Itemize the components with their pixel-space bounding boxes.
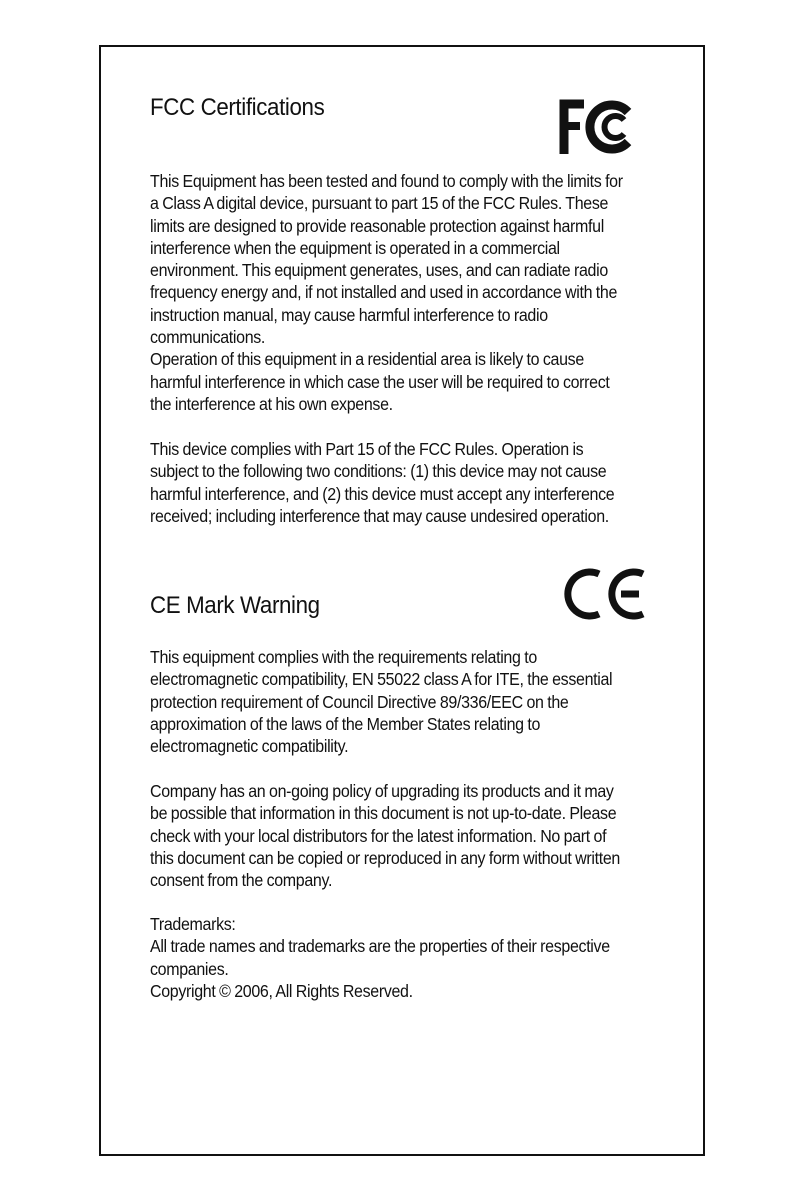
text-line: subject to the following two conditions: (1) this device may not cause (150, 461, 607, 482)
text-line: electromagnetic compatibility, EN 55022 class A for ITE, the essential (150, 669, 613, 690)
text-line: limits are designed to provide reasonable protection against harmful (150, 215, 604, 236)
text-line: this document can be copied or reproduced in any form without written (150, 847, 620, 868)
text-line: frequency energy and, if not installed and used in accordance with the (150, 282, 618, 303)
text-line: harmful interference, and (2) this device must accept any interference (150, 483, 615, 504)
text-line: protection requirement of Council Directive 89/336/EEC on the (150, 691, 569, 712)
ce-heading: CE Mark Warning (150, 592, 320, 619)
fcc-paragraph-2 (150, 438, 624, 527)
copyright-line: Copyright © 2006, All Rights Reserved. (150, 980, 413, 1001)
text-line: a Class A digital device, pursuant to part 15 of the FCC Rules. These (150, 193, 609, 214)
text-line: electromagnetic compatibility. (150, 736, 349, 757)
ce-paragraph (150, 646, 624, 757)
text-line: This device complies with Part 15 of the FCC Rules. Operation is (150, 439, 584, 459)
text-line: Company has an on-going policy of upgrading its products and it may (150, 781, 614, 801)
text-line: This Equipment has been tested and found to comply with the limits for (150, 171, 623, 191)
text-line: instruction manual, may cause harmful interference to radio (150, 304, 548, 325)
trademarks-label: Trademarks: (150, 914, 236, 934)
text-line: harmful interference in which case the user will be required to correct (150, 371, 610, 392)
text-line: Operation of this equipment in a residential area is likely to cause (150, 349, 584, 370)
text-line: be possible that information in this document is not up-to-date. Please (150, 803, 617, 824)
ce-mark-logo (563, 566, 647, 622)
company-policy-paragraph (150, 780, 624, 891)
text-line: environment. This equipment generates, uses, and can radiate radio (150, 260, 608, 281)
fcc-logo (558, 96, 642, 156)
text-line: the interference at his own expense. (150, 393, 393, 414)
text-line: consent from the company. (150, 870, 333, 891)
text-line: check with your local distributors for the latest information. No part of (150, 825, 607, 846)
text-line: interference when the equipment is operated in a commercial (150, 237, 560, 258)
text-line: approximation of the laws of the Member States relating to (150, 713, 541, 734)
text-line: companies. (150, 958, 229, 979)
text-line: All trade names and trademarks are the properties of their respective (150, 936, 610, 957)
fcc-heading: FCC Certifications (150, 94, 325, 121)
fcc-paragraph-1 (150, 170, 624, 415)
text-line: communications. (150, 327, 266, 348)
text-line: received; including interference that may cause undesired operation. (150, 505, 609, 526)
text-line: This equipment complies with the requirements relating to (150, 647, 537, 667)
trademarks-paragraph (150, 913, 624, 1002)
